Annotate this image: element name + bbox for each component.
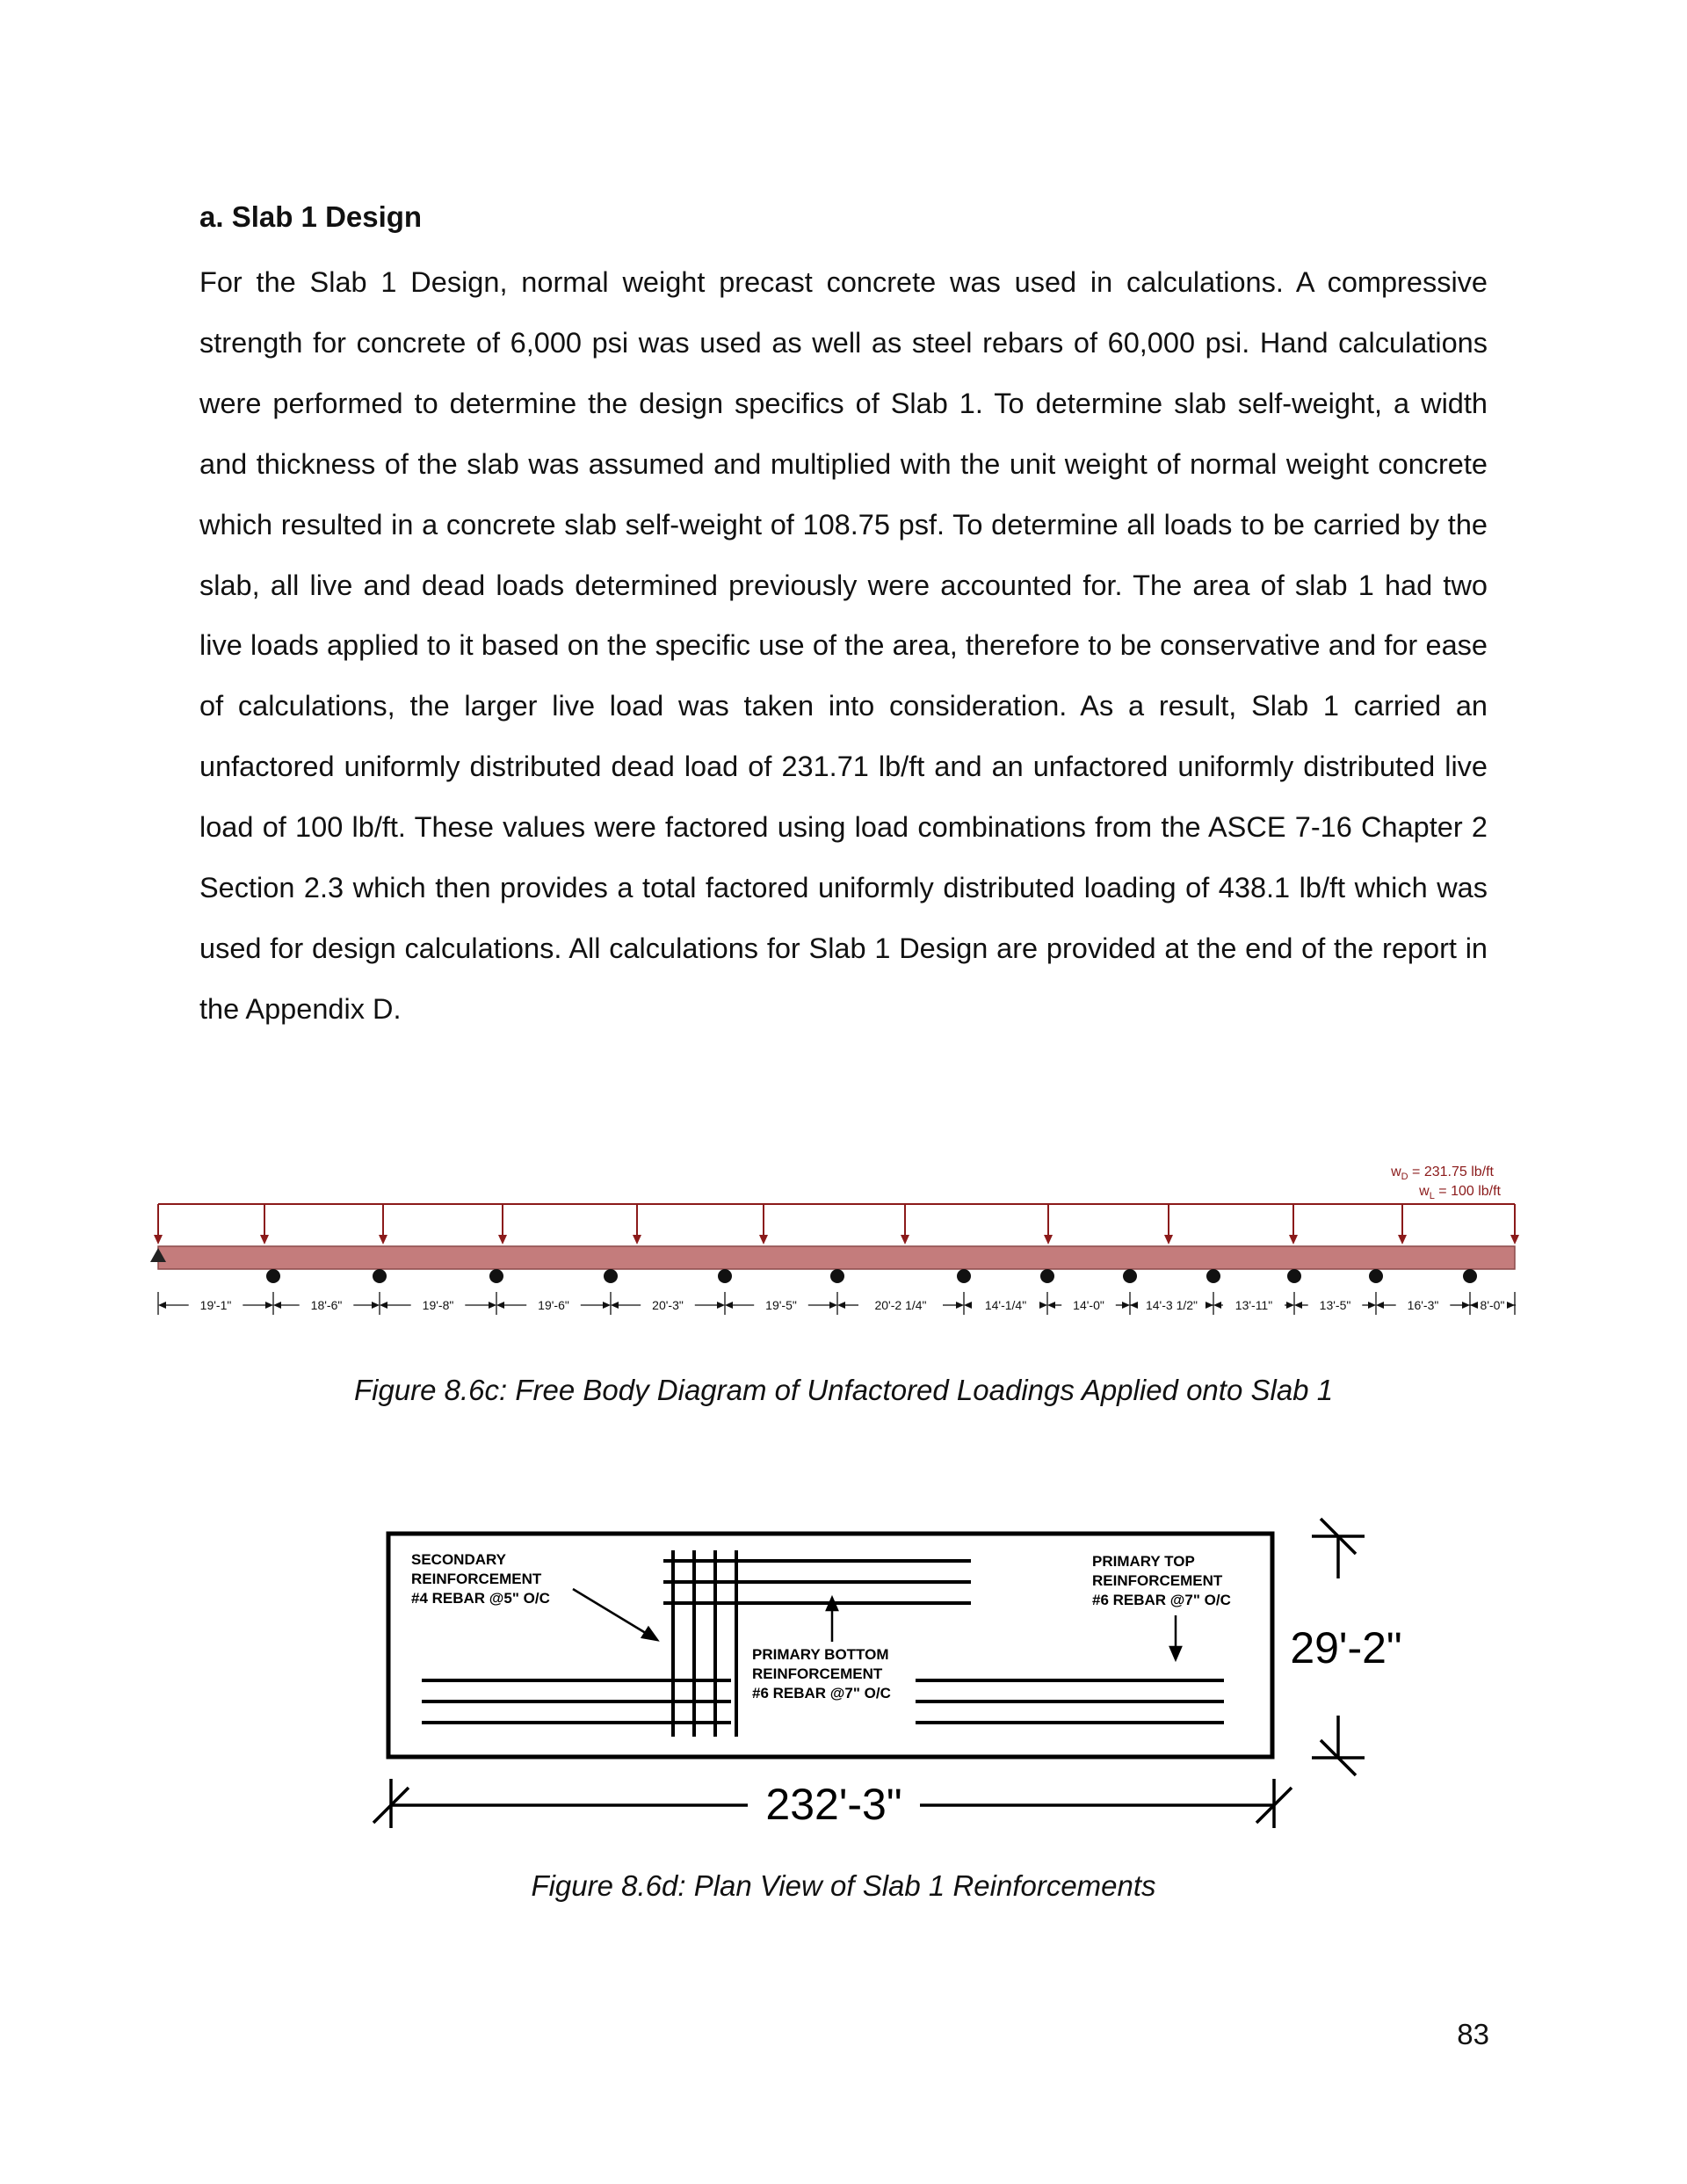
load-arrow xyxy=(901,1204,909,1244)
span-label: 19'-1" xyxy=(199,1298,232,1312)
span-label: 8'-0" xyxy=(1480,1298,1505,1312)
span-label: 13'-5" xyxy=(1319,1298,1351,1312)
roller-support xyxy=(266,1269,280,1283)
span-label: 14'-1/4" xyxy=(984,1298,1027,1312)
span-label: 19'-6" xyxy=(538,1298,569,1312)
top-pointer-arrowhead xyxy=(1170,1647,1181,1659)
roller-support xyxy=(1369,1269,1383,1283)
span-label: 13'-11" xyxy=(1234,1298,1273,1312)
height-dimension: 29'-2" xyxy=(1290,1623,1402,1672)
live-load-legend: $w_L = 100$ lb/ft xyxy=(1419,1184,1501,1201)
roller-supports xyxy=(266,1269,1477,1283)
figure-caption-fbd: Figure 8.6c: Free Body Diagram of Unfactored Loadings Applied onto Slab 1 xyxy=(353,1374,1334,1406)
primary-top-label-line3: #6 REBAR @7" O/C xyxy=(1092,1592,1231,1608)
span-label: 19'-5" xyxy=(765,1298,797,1312)
secondary-pointer-line xyxy=(573,1589,648,1635)
primary-top-label-line2: REINFORCEMENT xyxy=(1092,1572,1223,1589)
load-arrow xyxy=(1044,1204,1053,1244)
load-arrow xyxy=(154,1204,163,1244)
load-arrow xyxy=(498,1204,507,1244)
primary-top-label-line1: PRIMARY TOP xyxy=(1092,1553,1195,1570)
load-arrow xyxy=(633,1204,641,1244)
span-dimension xyxy=(380,1298,496,1312)
span-dimension xyxy=(837,1298,964,1312)
load-arrow xyxy=(759,1204,768,1244)
span-dimension xyxy=(1213,1298,1294,1312)
span-dimension xyxy=(1294,1298,1376,1312)
span-dimension xyxy=(1130,1298,1214,1312)
roller-support xyxy=(489,1269,503,1283)
secondary-pointer-arrowhead xyxy=(642,1628,657,1640)
roller-support xyxy=(1206,1269,1220,1283)
roller-support xyxy=(957,1269,971,1283)
span-dimension xyxy=(1469,1298,1516,1312)
distributed-load xyxy=(154,1204,1519,1244)
span-label: 18'-6" xyxy=(310,1298,343,1312)
span-label: 19'-8" xyxy=(422,1298,454,1312)
span-label: 16'-3" xyxy=(1407,1298,1439,1312)
primary-top-rebars xyxy=(663,1561,971,1603)
roller-support xyxy=(1287,1269,1301,1283)
page-number: 83 xyxy=(1457,2018,1489,2050)
span-dimension xyxy=(1047,1298,1130,1312)
secondary-label-line1: SECONDARY xyxy=(411,1551,506,1568)
width-dimension: 232'-3" xyxy=(765,1780,902,1829)
span-dimension xyxy=(158,1298,273,1312)
roller-support xyxy=(1040,1269,1054,1283)
roller-support xyxy=(604,1269,618,1283)
load-arrow xyxy=(379,1204,387,1244)
roller-support xyxy=(1123,1269,1137,1283)
roller-support xyxy=(1463,1269,1477,1283)
span-dimension xyxy=(496,1298,611,1312)
span-label: 20'-3" xyxy=(652,1298,684,1312)
plan-view-diagram xyxy=(0,1512,1687,1868)
secondary-label-line3: #4 REBAR @5" O/C xyxy=(411,1590,550,1607)
load-arrow xyxy=(260,1204,269,1244)
figure-caption-plan: Figure 8.6d: Plan View of Slab 1 Reinforcements xyxy=(531,1869,1156,1902)
span-dimension xyxy=(725,1298,837,1312)
roller-support xyxy=(373,1269,387,1283)
free-body-diagram xyxy=(0,1151,1687,1375)
load-arrow xyxy=(1289,1204,1298,1244)
body-paragraph: For the Slab 1 Design, normal weight precast concrete was used in calculations. A compressive strength for concrete of 6,000 psi was used as well as steel rebars of 60,000 psi. Hand calculations were performed to determine the design specifics of Slab 1. To determine slab self-weight, a width and thickness of the slab was assumed and multiplied with the unit weight of normal weight concrete which resulted in a concrete slab self-weight of 108.75 psf. To determine all loads to be carried by the slab, all live and dead loads determined previously were accounted for. The area of slab 1 had two live loads applied to it based on the specific use of the area, therefore to be conservative and for ease of calculations, the larger live load was taken into consideration. As a result, Slab 1 carried an unfactored uniformly distributed dead load of 231.71 lb/ft and an unfactored uniformly distributed live load of 100 lb/ft. These values were factored using load combinations from the ASCE 7-16 Chapter 2 Section 2.3 which then provides a total factored uniformly distributed loading of 438.1 lb/ft which was used for design calculations. All calculations for Slab 1 Design are provided at the end of the report in the Appendix D. xyxy=(199,266,1488,1025)
section-heading: a. Slab 1 Design xyxy=(199,200,423,233)
span-dimension xyxy=(964,1298,1047,1312)
load-arrow xyxy=(1398,1204,1407,1244)
span-label: 14'-0" xyxy=(1073,1298,1104,1312)
bottom-pointer-arrowhead xyxy=(827,1598,837,1610)
span-dimension xyxy=(1376,1298,1470,1312)
primary-bottom-label-line2: REINFORCEMENT xyxy=(752,1665,883,1682)
span-dimension xyxy=(273,1298,380,1312)
primary-bottom-label-line3: #6 REBAR @7" O/C xyxy=(752,1685,891,1701)
span-dimension xyxy=(611,1298,725,1312)
dead-load-legend: $w_D = 231.75$ lb/ft xyxy=(1391,1165,1494,1182)
span-label: 14'-3 1/2" xyxy=(1145,1298,1198,1312)
roller-support xyxy=(718,1269,732,1283)
roller-support xyxy=(830,1269,844,1283)
primary-bottom-label-line1: PRIMARY BOTTOM xyxy=(752,1646,889,1663)
secondary-label-line2: REINFORCEMENT xyxy=(411,1571,542,1587)
load-arrow xyxy=(1164,1204,1173,1244)
span-label: 20'-2 1/4" xyxy=(874,1298,927,1312)
span-dimensions xyxy=(158,1292,1516,1315)
secondary-rebars xyxy=(673,1550,736,1737)
load-arrow xyxy=(1510,1204,1519,1244)
slab-beam xyxy=(158,1246,1515,1269)
